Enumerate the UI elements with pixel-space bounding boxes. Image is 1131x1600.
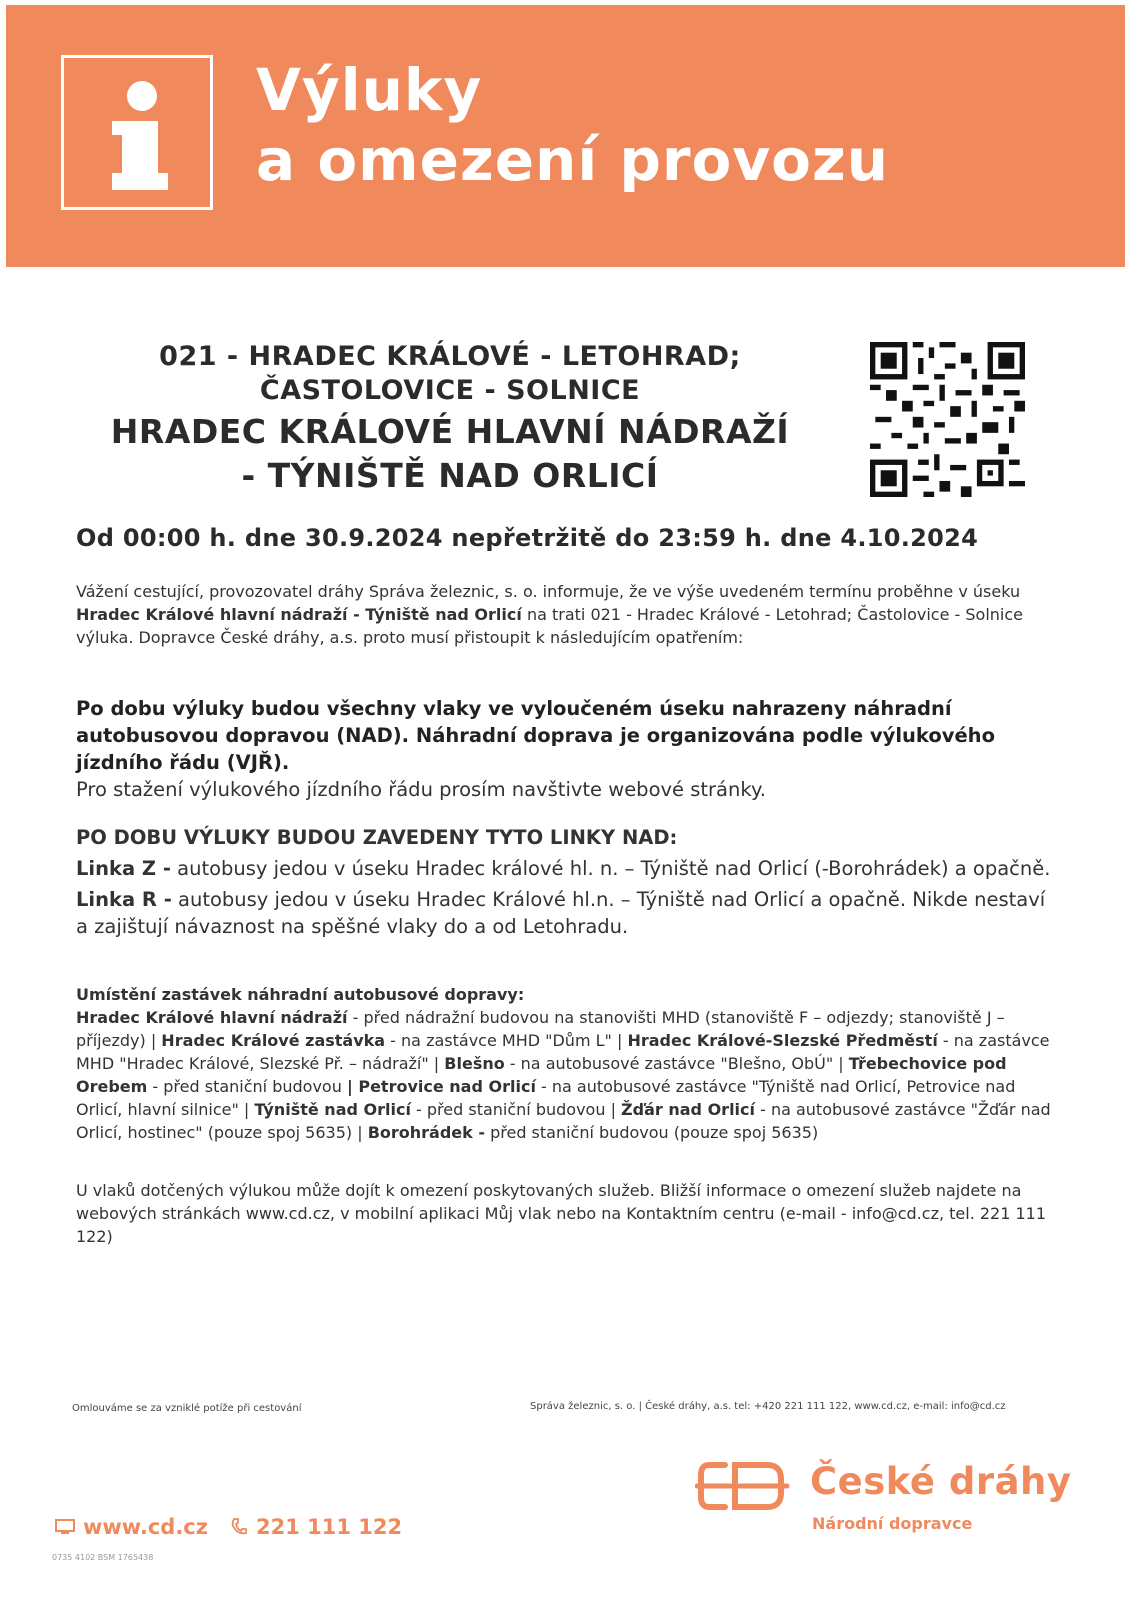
stop-text: - na autobusové zastávce "Blešno, ObÚ" |	[504, 1054, 849, 1073]
stop-name: Žďár nad Orlicí	[621, 1100, 755, 1119]
monitor-icon	[55, 1519, 75, 1535]
line-z-label: Linka Z -	[76, 857, 171, 880]
section-line-1: HRADEC KRÁLOVÉ HLAVNÍ NÁDRAŽÍ	[110, 412, 790, 451]
route-line-1: 021 - HRADEC KRÁLOVÉ - LETOHRAD;	[159, 341, 741, 372]
stop-text: - na zastávce MHD "Dům L" |	[385, 1031, 628, 1050]
stop-text: - na autobusové zastávce "Žďár nad Orlicí, hostinec" (pouze spoj 5635) |	[76, 1100, 1051, 1142]
page-title	[256, 55, 889, 195]
intro-paragraph	[76, 580, 1056, 649]
stops-paragraph	[76, 983, 1056, 1144]
notice-bold: Po dobu výluky budou všechny vlaky ve vyloučeném úseku nahrazeny náhradní autobusovou dopravou (NAD). Náhradní doprava je organizována podle výlukového jízdního řádu (VJŘ).	[76, 697, 995, 774]
line-r-text: autobusy jedou v úseku Hradec Králové hl.n. – Týniště nad Orlicí a opačně. Nikde nestaví a zajištují návaznost na spěšné vlaky do a od Letohradu.	[76, 888, 1046, 938]
notice-paragraph	[76, 695, 1056, 803]
stop-text: před staniční budovou (pouze spoj 5635)	[485, 1123, 819, 1142]
brand-tagline: Národní dopravce	[812, 1514, 973, 1533]
section-line-2: - TÝNIŠTĚ NAD ORLICÍ	[241, 456, 659, 495]
intro-text-1: Vážení cestující, provozovatel dráhy Správa železnic, s. o. informuje, že ve výše uvedeném termínu proběhne v úseku	[76, 582, 1021, 601]
contact-bar	[55, 1515, 402, 1539]
closure-period: Od 00:00 h. dne 30.9.2024 nepřetržitě do 23:59 h. dne 4.10.2024	[76, 524, 979, 552]
stop-name: Blešno	[444, 1054, 505, 1073]
apology-note: Omlouváme se za vzniklé potíže při cestování	[72, 1403, 302, 1414]
header-banner	[6, 5, 1125, 267]
stop-text: - na autobusové zastávce "Týniště nad Orlicí, Petrovice nad Orlicí, hlavní silnice" |	[76, 1077, 1016, 1119]
brand-name: České dráhy	[810, 1460, 1072, 1503]
stop-name: Hradec Králové-Slezské Předměstí	[627, 1031, 938, 1050]
info-icon	[61, 55, 213, 210]
document-codes: 0735 4102 BSM 1765438	[52, 1553, 154, 1562]
stop-name: Borohrádek -	[367, 1123, 485, 1142]
stop-text: - před nádražní budovou na stanovišti MHD (stanoviště F – odjezdy; stanoviště J – příjezdy) |	[76, 1008, 1005, 1050]
cd-logo-icon	[695, 1455, 790, 1517]
line-r	[76, 886, 1056, 940]
qr-code-icon[interactable]	[870, 342, 1025, 497]
stop-text: - před staniční budovou |	[410, 1100, 622, 1119]
stops-heading: Umístění zastávek náhradní autobusové dopravy:	[76, 985, 525, 1004]
line-z-text: autobusy jedou v úseku Hradec králové hl. n. – Týniště nad Orlicí (-Borohrádek) a opačně.	[170, 857, 1051, 880]
phone-number[interactable]: 221 111 122	[255, 1515, 403, 1539]
route-line-2: ČASTOLOVICE - SOLNICE	[259, 375, 641, 406]
operators-contact: Správa železnic, s. o. | České dráhy, a.s. tel: +420 221 111 122, www.cd.cz, e-mail: info@cd.cz	[530, 1401, 1006, 1412]
replacement-lines	[76, 824, 1056, 944]
phone-icon	[230, 1517, 248, 1537]
stop-name: Třebechovice pod Orebem	[76, 1054, 1007, 1096]
lines-heading: PO DOBU VÝLUKY BUDOU ZAVEDENY TYTO LINKY NAD:	[76, 826, 678, 849]
stop-text: - na zastávce MHD "Hradec Králové, Slezské Př. – nádraží" |	[76, 1031, 1050, 1073]
stop-name: Hradec Králové hlavní nádraží	[76, 1008, 348, 1027]
stop-name: Týniště nad Orlicí	[254, 1100, 411, 1119]
stop-name: Hradec Králové zastávka	[161, 1031, 386, 1050]
line-r-label: Linka R -	[76, 888, 172, 911]
route-line	[60, 340, 840, 408]
stop-text: - před staniční budovou	[147, 1077, 347, 1096]
services-paragraph: U vlaků dotčených výlukou může dojít k omezení poskytovaných služeb. Bližší informace o omezení služeb najdete na webových stránkách www.cd.cz, v mobilní aplikaci Můj vlak nebo na Kontaktním centru (e-mail - info@cd.cz, tel. 221 111 122)	[76, 1181, 1047, 1246]
title-line-1: Výluky	[256, 56, 483, 124]
title-line-2: a omezení provozu	[256, 126, 890, 194]
intro-text-2: na trati 021 - Hradec Králové - Letohrad; Častolovice - Solnice výluka. Dopravce České dráhy, a.s. proto musí přistoupit k následujícím opatřením:	[76, 605, 1024, 647]
route-section	[60, 410, 840, 498]
notice-text: Pro stažení výlukového jízdního řádu prosím navštivte webové stránky.	[76, 778, 766, 801]
website-link[interactable]: www.cd.cz	[83, 1515, 208, 1539]
line-z	[76, 855, 1056, 882]
stop-name: | Petrovice nad Orlicí	[346, 1077, 536, 1096]
intro-section: Hradec Králové hlavní nádraží - Týniště nad Orlicí	[76, 605, 522, 624]
